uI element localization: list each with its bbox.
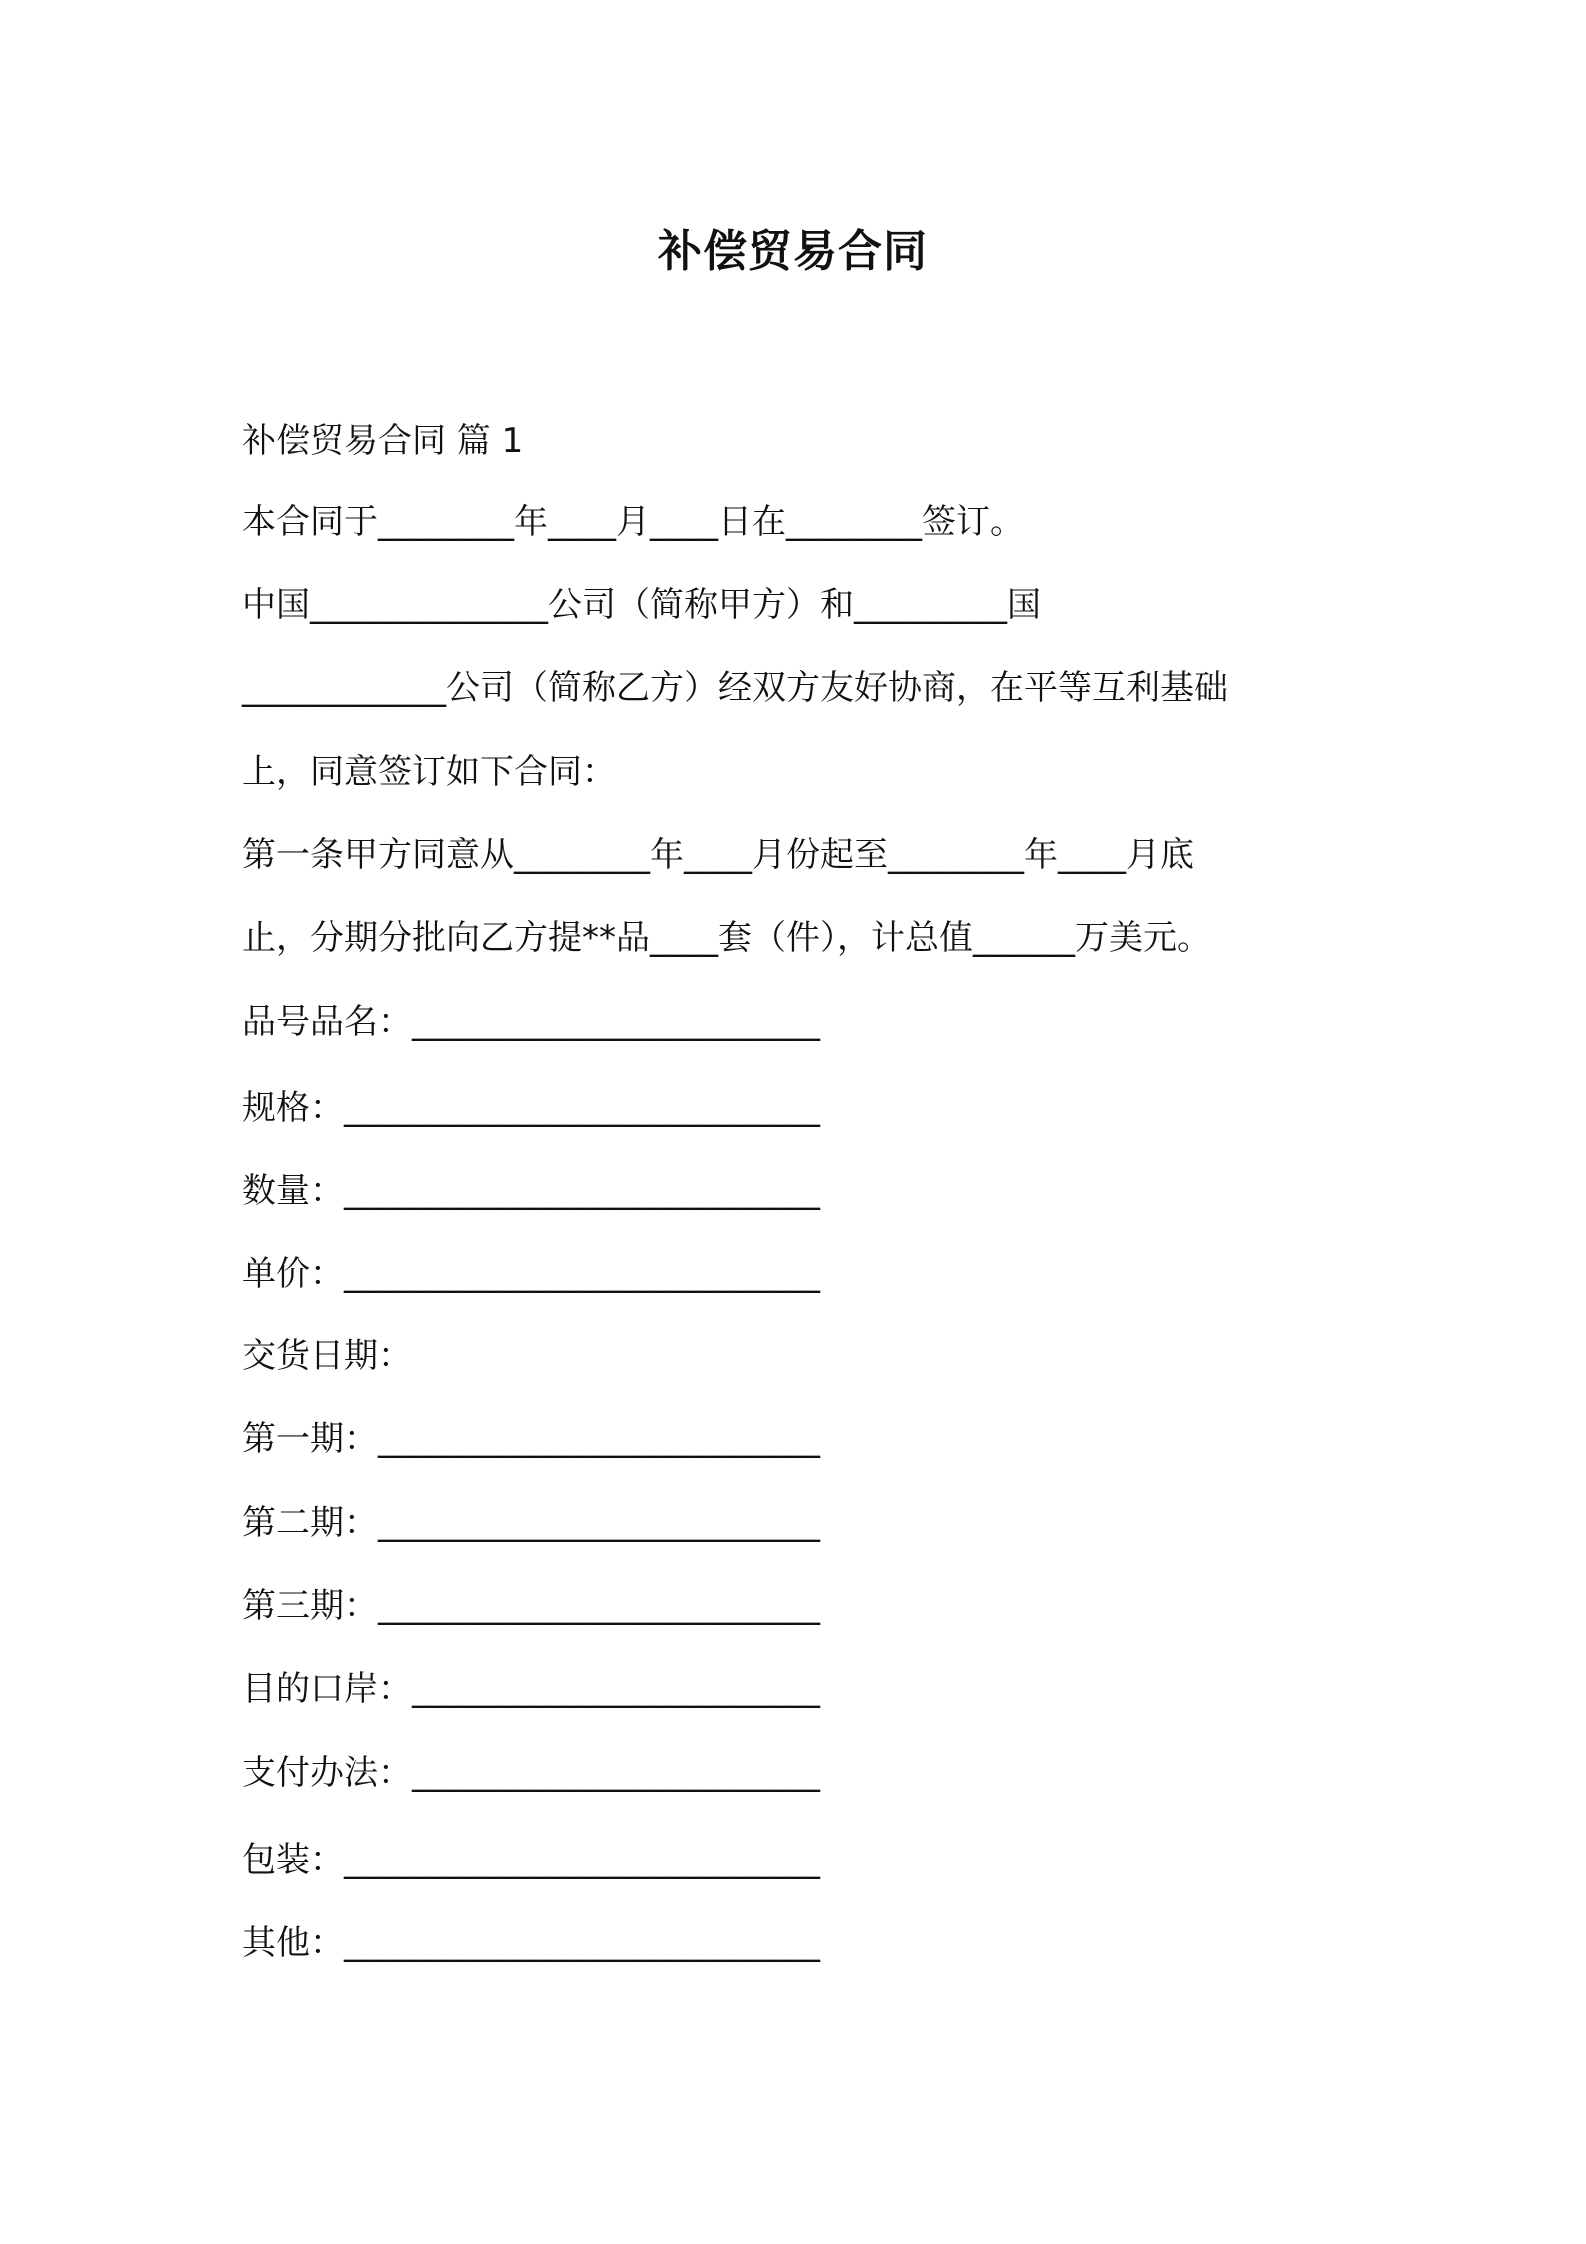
field-destination-port: 目的口岸：________________________ — [242, 1669, 820, 1709]
article-one-line: 第一条甲方同意从________年____月份起至________年____月底 — [242, 835, 1194, 875]
article-one-continued-line: 止，分期分批向乙方提**品____套（件），计总值______万美元。 — [242, 918, 1211, 958]
field-delivery-date: 交货日期： — [242, 1336, 412, 1376]
field-payment-method: 支付办法：________________________ — [242, 1753, 820, 1793]
field-quantity: 数量：____________________________ — [242, 1171, 820, 1211]
field-other: 其他：____________________________ — [242, 1923, 820, 1963]
section-heading: 补偿贸易合同 篇 1 — [242, 421, 524, 461]
document-title: 补偿贸易合同 — [658, 226, 928, 277]
field-unit-price: 单价：____________________________ — [242, 1254, 820, 1294]
field-phase-three: 第三期：__________________________ — [242, 1586, 820, 1626]
party-a-line: 中国______________公司（简称甲方）和_________国 — [242, 585, 1041, 625]
agreement-line: 上，同意签订如下合同： — [242, 752, 616, 792]
field-phase-two: 第二期：__________________________ — [242, 1503, 820, 1543]
field-product-name: 品号品名：________________________ — [242, 1002, 820, 1042]
party-b-line: ____________公司（简称乙方）经双方友好协商，在平等互利基础 — [242, 668, 1228, 708]
field-specification: 规格：____________________________ — [242, 1088, 820, 1128]
field-packaging: 包装：____________________________ — [242, 1840, 820, 1880]
contract-date-line: 本合同于________年____月____日在________签订。 — [242, 502, 1024, 542]
field-phase-one: 第一期：__________________________ — [242, 1419, 820, 1459]
